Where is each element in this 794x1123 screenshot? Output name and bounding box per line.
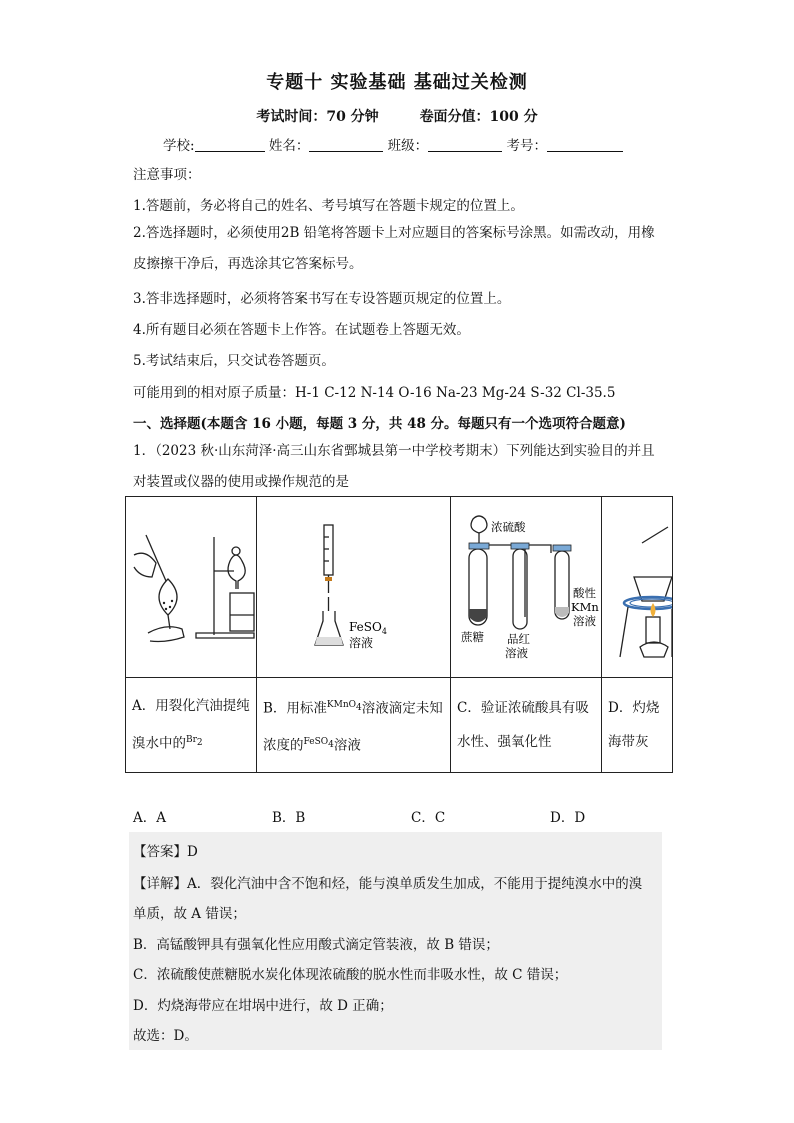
titration-figure <box>257 497 450 673</box>
kmn-label: KMn <box>571 600 599 614</box>
cell-d: D．灼烧海带灰 <box>602 678 673 773</box>
atomic-masses: 可能用到的相对原子质量：H-1 C-12 N-14 O-16 Na-23 Mg-24 S-32 Cl-35.5 <box>133 385 616 401</box>
class-blank[interactable] <box>428 137 502 152</box>
notice-heading: 注意事项： <box>133 167 201 183</box>
cell-a-text: A．用裂化汽油提纯溴水中的 <box>132 698 250 752</box>
class-label: 班级： <box>387 138 429 154</box>
figure-a <box>126 497 257 678</box>
answer-options <box>133 806 689 826</box>
notice-item-5: 5.考试结束后，只交试卷答题页。 <box>133 353 335 369</box>
pinred-solution-label: 溶液 <box>505 646 528 660</box>
notice-item-4: 4.所有题目必须在答题卡上作答。在试题卷上答题无效。 <box>133 322 470 338</box>
cell-b-text-1: B．用标准 <box>263 700 327 716</box>
school-blank[interactable] <box>195 137 265 152</box>
detail-a2: 单质，故 A 错误； <box>133 906 246 922</box>
figure-d <box>602 497 673 678</box>
sucrose-label: 蔗糖 <box>461 630 484 644</box>
cell-b-text-3: 溶液 <box>333 737 361 754</box>
pinred-label: 品红 <box>507 632 530 646</box>
conc-acid-label: 浓硫酸 <box>491 520 526 534</box>
option-d[interactable]: D．D <box>550 810 586 826</box>
br2-formula: Br2 <box>186 735 203 749</box>
page-title: 专题十 实验基础 基础过关检测 <box>266 72 528 93</box>
detail-a1-text: A．裂化汽油中含不饱和烃，能与溴单质发生加成，不能用于提纯溴水中的溴 <box>187 876 643 892</box>
number-blank[interactable] <box>547 137 623 152</box>
cell-a <box>126 678 257 773</box>
detail-a1 <box>133 872 642 892</box>
name-blank[interactable] <box>309 137 383 152</box>
question-stem: 1．（2023 秋·山东菏泽·高三山东省鄄城县第一中学校考期末）下列能达到实验目的并且对装置或仪器的使用或操作规范的是 <box>133 443 655 490</box>
feso4-label: FeSO$_4$ <box>349 620 387 636</box>
exam-score: 卷面分值：100 分 <box>419 109 538 125</box>
burner-figure <box>602 497 672 673</box>
conc-acid-figure <box>451 497 601 673</box>
cell-b-text-2: 溶液滴定未知浓度的 <box>263 700 443 754</box>
detail-b: B．高锰酸钾具有强氧化性应用酸式滴定管装液，故 B 错误； <box>133 937 499 953</box>
detail-d: D．灼烧海带应在坩埚中进行，故 D 正确； <box>133 998 393 1014</box>
feso4-formula: FeSO4 <box>303 737 334 750</box>
question-table <box>125 496 673 773</box>
kmno4-formula: KMnO4 <box>326 699 362 713</box>
notice-item-2: 2.答选择题时，必须使用2B 铅笔将答题卡上对应题目的答案标号涂黑。如需改动，用橡皮擦擦干净后，再选涂其它答案标号。 <box>133 225 655 272</box>
conclusion: 故选：D。 <box>133 1028 198 1044</box>
figure-b <box>257 497 451 678</box>
exam-meta <box>0 106 794 126</box>
acidic-label: 酸性 <box>573 586 596 600</box>
cell-c: C．验证浓硫酸具有吸水性、强氧化性 <box>451 678 602 773</box>
answer-line: 【答案】D <box>133 844 198 860</box>
detail-c: C．浓硫酸使蔗糖脱水炭化体现浓硫酸的脱水性而非吸水性，故 C 错误； <box>133 967 568 983</box>
detail-label: 【详解】 <box>133 876 187 892</box>
notice-item-1: 1.答题前，务必将自己的姓名、考号填写在答题卡规定的位置上。 <box>133 198 524 214</box>
section-heading: 一、选择题(本题含 16 小题，每题 3 分，共 48 分。每题只有一个选项符合题意) <box>133 416 626 432</box>
separatory-funnel-figure <box>126 497 256 673</box>
school-label: 学校: <box>163 138 195 154</box>
option-b[interactable]: B．B <box>272 810 306 826</box>
cell-b <box>257 678 451 773</box>
option-c[interactable]: C．C <box>411 810 446 826</box>
answer-box <box>129 832 662 1050</box>
number-label: 考号： <box>506 138 547 154</box>
option-a[interactable]: A．A <box>133 810 166 826</box>
student-info <box>163 134 623 154</box>
kmn-solution-label: 溶液 <box>573 614 596 628</box>
solution-label: 溶液 <box>349 636 374 650</box>
figure-c <box>451 497 602 678</box>
notice-item-3: 3.答非选择题时，必须将答案书写在专设答题页规定的位置上。 <box>133 291 511 307</box>
name-label: 姓名： <box>268 138 310 154</box>
exam-time: 考试时间：70 分钟 <box>256 109 379 125</box>
